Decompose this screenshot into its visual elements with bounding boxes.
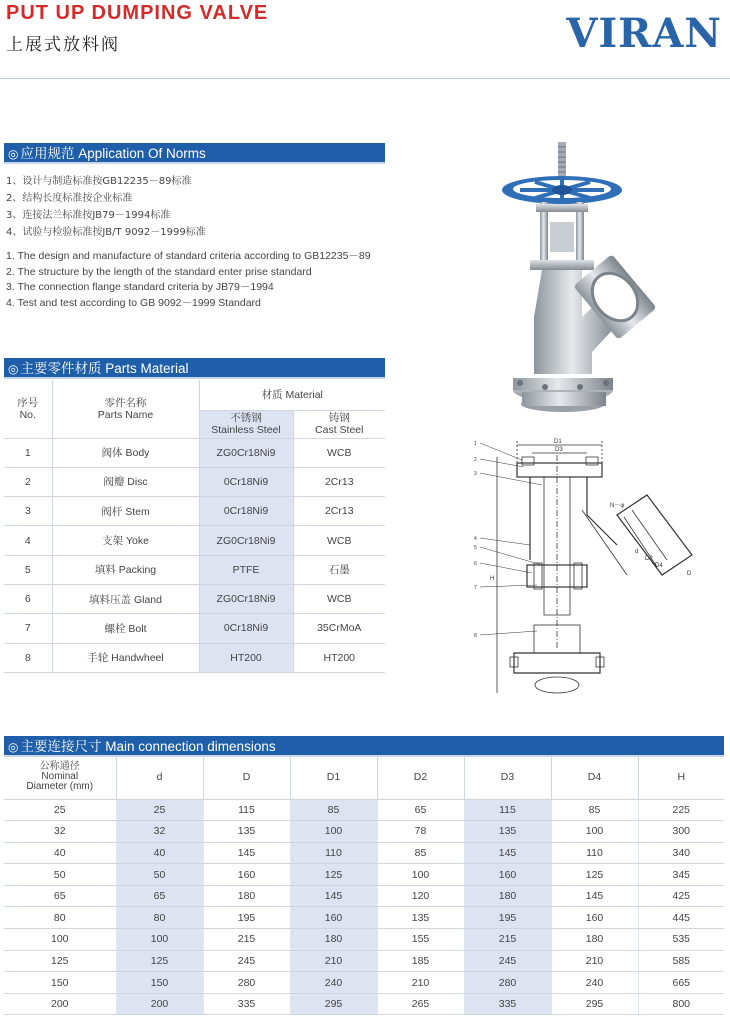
cell-no: 1: [4, 438, 52, 467]
dims-cell: 100: [116, 929, 203, 951]
valve-photo: [500, 142, 685, 417]
dims-cell: 125: [290, 864, 377, 886]
dims-cell: 225: [638, 799, 724, 821]
norm-item-cn: 4、试验与检验标准按JB/T 9092－1999标准: [6, 227, 206, 238]
dims-cell: 25: [116, 799, 203, 821]
dims-cell: 80: [116, 907, 203, 929]
dims-cell: 200: [4, 993, 116, 1015]
cell-ss: PTFE: [199, 555, 293, 584]
dims-cell: 195: [464, 907, 551, 929]
dims-cell: 145: [290, 885, 377, 907]
cell-no: 2: [4, 467, 52, 496]
dims-cell: 280: [464, 972, 551, 994]
cell-ss: 0Cr18Ni9: [199, 467, 293, 496]
dims-cell: 800: [638, 993, 724, 1015]
label-n-phi: N－φ: [610, 503, 625, 509]
dims-cell: 145: [551, 885, 638, 907]
table-row: [4, 584, 385, 613]
norms-section-header: [4, 143, 385, 164]
dims-cell: 180: [290, 929, 377, 951]
dims-cell: 85: [551, 799, 638, 821]
dims-cell: 50: [116, 864, 203, 886]
table-row: [4, 614, 385, 643]
norms-list-en: [6, 249, 371, 311]
col-name: [52, 380, 199, 438]
dims-cell: 425: [638, 885, 724, 907]
dims-cell: 295: [290, 993, 377, 1015]
page-title: PUT UP DUMPING VALVE: [6, 2, 269, 24]
dims-section-header: [4, 736, 724, 757]
col-H: H: [638, 756, 724, 799]
cell-cs: 2Cr13: [293, 467, 385, 496]
cell-cs: WCB: [293, 526, 385, 555]
cell-name: 螺栓 Bolt: [52, 614, 199, 643]
cell-no: 5: [4, 555, 52, 584]
dims-cell: 240: [290, 972, 377, 994]
dims-cell: 135: [377, 907, 464, 929]
dims-cell: 160: [551, 907, 638, 929]
cell-cs: 35CrMoA: [293, 614, 385, 643]
dims-cell: 280: [203, 972, 290, 994]
label-h: H: [490, 576, 495, 582]
norm-item-en: 2. The structure by the length of the standard enter prise standard: [6, 265, 312, 278]
table-row: [4, 821, 724, 843]
label-d: d: [635, 549, 639, 555]
dims-cell: 195: [203, 907, 290, 929]
dims-cell: 145: [464, 842, 551, 864]
callout-8: 8: [474, 633, 477, 639]
cell-ss: HT200: [199, 643, 293, 672]
dims-cell: 135: [464, 821, 551, 843]
dims-cell: 125: [116, 950, 203, 972]
dims-cell: 115: [464, 799, 551, 821]
norm-item-cn: 1、设计与制造标准按GB12235－89标准: [6, 176, 192, 187]
col-d: d: [116, 756, 203, 799]
callout-1: 1: [474, 441, 477, 447]
col-name-cn: 零件名称: [104, 396, 147, 409]
norms-list-cn: [6, 173, 206, 241]
col-D4: D4: [551, 756, 638, 799]
connection-dimensions-table: [4, 756, 724, 1015]
dims-cell: 100: [290, 821, 377, 843]
dims-cell: 200: [116, 993, 203, 1015]
dims-cell: 210: [551, 950, 638, 972]
dims-cell: 32: [116, 821, 203, 843]
col-ss-en: Stainless Steel: [211, 424, 281, 436]
col-no-en: No.: [19, 408, 36, 421]
dims-cell: 295: [551, 993, 638, 1015]
callout-3: 3: [474, 471, 477, 477]
label-dd: D: [687, 571, 692, 577]
col-nominal: [4, 756, 116, 799]
dims-cell: 78: [377, 821, 464, 843]
table-row: [4, 885, 724, 907]
dims-cell: 240: [551, 972, 638, 994]
dims-cell: 155: [377, 929, 464, 951]
dims-cell: 340: [638, 842, 724, 864]
table-row: [4, 467, 385, 496]
col-D2: D2: [377, 756, 464, 799]
col-D: D: [203, 756, 290, 799]
cell-ss: 0Cr18Ni9: [199, 614, 293, 643]
page-subtitle-cn: 上展式放料阀: [6, 35, 120, 55]
col-ss-cn: 不锈钢: [230, 412, 262, 424]
dims-cell: 215: [464, 929, 551, 951]
cell-name: 阀杆 Stem: [52, 497, 199, 526]
dims-cell: 115: [203, 799, 290, 821]
table-row: [4, 993, 724, 1015]
dims-cell: 160: [290, 907, 377, 929]
dims-cell: 215: [203, 929, 290, 951]
col-stainless: [199, 410, 293, 438]
table-row: [4, 842, 724, 864]
dims-cell: 210: [377, 972, 464, 994]
cell-cs: WCB: [293, 584, 385, 613]
cell-ss: 0Cr18Ni9: [199, 497, 293, 526]
dims-cell: 445: [638, 907, 724, 929]
dims-cell: 100: [377, 864, 464, 886]
dims-heading: 主要连接尺寸 Main connection dimensions: [20, 739, 276, 754]
dims-cell: 100: [4, 929, 116, 951]
callout-7: 7: [474, 585, 477, 591]
cell-name: 填料 Packing: [52, 555, 199, 584]
col-no: [4, 380, 52, 438]
dims-cell: 65: [377, 799, 464, 821]
dims-cell: 65: [116, 885, 203, 907]
table-row: [4, 497, 385, 526]
dims-cell: 535: [638, 929, 724, 951]
callout-5: 5: [474, 545, 477, 551]
cell-cs: WCB: [293, 438, 385, 467]
cell-ss: ZG0Cr18Ni9: [199, 526, 293, 555]
col-cs-cn: 铸钢: [328, 412, 350, 424]
table-row: [4, 950, 724, 972]
col-nominal-en1: Nominal: [41, 771, 79, 783]
dims-cell: 265: [377, 993, 464, 1015]
parts-material-table: [4, 380, 385, 673]
valve-technical-drawing: [462, 435, 712, 700]
norm-item-cn: 3、连接法兰标准按JB79－1994标准: [6, 210, 171, 221]
dims-cell: 180: [551, 929, 638, 951]
dims-cell: 245: [464, 950, 551, 972]
table-row: [4, 643, 385, 672]
cell-name: 阀体 Body: [52, 438, 199, 467]
table-row: [4, 972, 724, 994]
dims-cell: 345: [638, 864, 724, 886]
cell-cs: 石墨: [293, 555, 385, 584]
cell-name: 填料压盖 Gland: [52, 584, 199, 613]
cell-cs: HT200: [293, 643, 385, 672]
dims-cell: 110: [290, 842, 377, 864]
label-d2: D2: [645, 556, 653, 562]
norm-item-cn: 2、结构长度标准按企业标准: [6, 193, 133, 204]
callout-2: 2: [474, 457, 477, 463]
dims-cell: 135: [203, 821, 290, 843]
dims-cell: 50: [4, 864, 116, 886]
cell-name: 阀瓣 Disc: [52, 467, 199, 496]
dims-cell: 180: [203, 885, 290, 907]
cell-ss: ZG0Cr18Ni9: [199, 438, 293, 467]
col-D3: D3: [464, 756, 551, 799]
table-row: [4, 907, 724, 929]
table-row: [4, 864, 724, 886]
dims-cell: 300: [638, 821, 724, 843]
header-divider: [0, 78, 730, 79]
dims-cell: 100: [551, 821, 638, 843]
col-name-en: Parts Name: [97, 408, 154, 421]
ring-icon: ◎: [8, 740, 19, 754]
dims-cell: 585: [638, 950, 724, 972]
callout-4: 4: [474, 536, 477, 542]
dims-cell: 25: [4, 799, 116, 821]
ring-icon: ◎: [8, 362, 19, 376]
dims-cell: 85: [377, 842, 464, 864]
col-cs-en: Cast Steel: [315, 424, 364, 436]
table-row: [4, 526, 385, 555]
dims-cell: 125: [551, 864, 638, 886]
table-row: [4, 555, 385, 584]
cell-name: 支架 Yoke: [52, 526, 199, 555]
col-nominal-cn: 公称通径: [39, 761, 80, 773]
dims-cell: 160: [203, 864, 290, 886]
dims-cell: 125: [4, 950, 116, 972]
dims-cell: 185: [377, 950, 464, 972]
callout-6: 6: [474, 561, 477, 567]
cell-name: 手轮 Handwheel: [52, 643, 199, 672]
dims-cell: 335: [464, 993, 551, 1015]
dims-cell: 210: [290, 950, 377, 972]
dims-cell: 145: [203, 842, 290, 864]
col-material: 材质 Material: [199, 380, 385, 410]
dims-cell: 335: [203, 993, 290, 1015]
col-caststeel: [293, 410, 385, 438]
ring-icon: ◎: [8, 147, 19, 161]
parts-heading: 主要零件材质 Parts Material: [20, 361, 189, 376]
table-row: [4, 929, 724, 951]
brand-logo: VIRAN: [566, 10, 722, 57]
table-row: [4, 438, 385, 467]
dims-cell: 665: [638, 972, 724, 994]
col-no-cn: 序号: [17, 396, 39, 409]
col-nominal-en2: Diameter (mm): [26, 781, 94, 793]
dims-cell: 150: [116, 972, 203, 994]
label-d4: D4: [655, 563, 663, 569]
col-D1: D1: [290, 756, 377, 799]
cell-no: 7: [4, 614, 52, 643]
table-row: [4, 799, 724, 821]
norms-heading: 应用规范 Application Of Norms: [20, 146, 206, 161]
cell-no: 8: [4, 643, 52, 672]
norm-item-en: 4. Test and test according to GB 9092－1999 Standard: [6, 296, 261, 309]
cell-no: 3: [4, 497, 52, 526]
dims-cell: 150: [4, 972, 116, 994]
dims-cell: 110: [551, 842, 638, 864]
norm-item-en: 1. The design and manufacture of standard criteria according to GB12235－89: [6, 250, 371, 262]
dims-cell: 40: [4, 842, 116, 864]
parts-section-header: [4, 358, 385, 379]
dims-cell: 80: [4, 907, 116, 929]
dims-cell: 160: [464, 864, 551, 886]
cell-cs: 2Cr13: [293, 497, 385, 526]
norm-item-en: 3. The connection flange standard criteria by JB79－1994: [6, 281, 274, 293]
dims-cell: 32: [4, 821, 116, 843]
label-d3: D3: [555, 447, 563, 453]
dims-cell: 85: [290, 799, 377, 821]
cell-no: 6: [4, 584, 52, 613]
dims-cell: 180: [464, 885, 551, 907]
cell-no: 4: [4, 526, 52, 555]
dims-cell: 245: [203, 950, 290, 972]
cell-ss: ZG0Cr18Ni9: [199, 584, 293, 613]
dims-cell: 120: [377, 885, 464, 907]
dims-cell: 40: [116, 842, 203, 864]
label-d1: D1: [554, 439, 562, 445]
dims-cell: 65: [4, 885, 116, 907]
